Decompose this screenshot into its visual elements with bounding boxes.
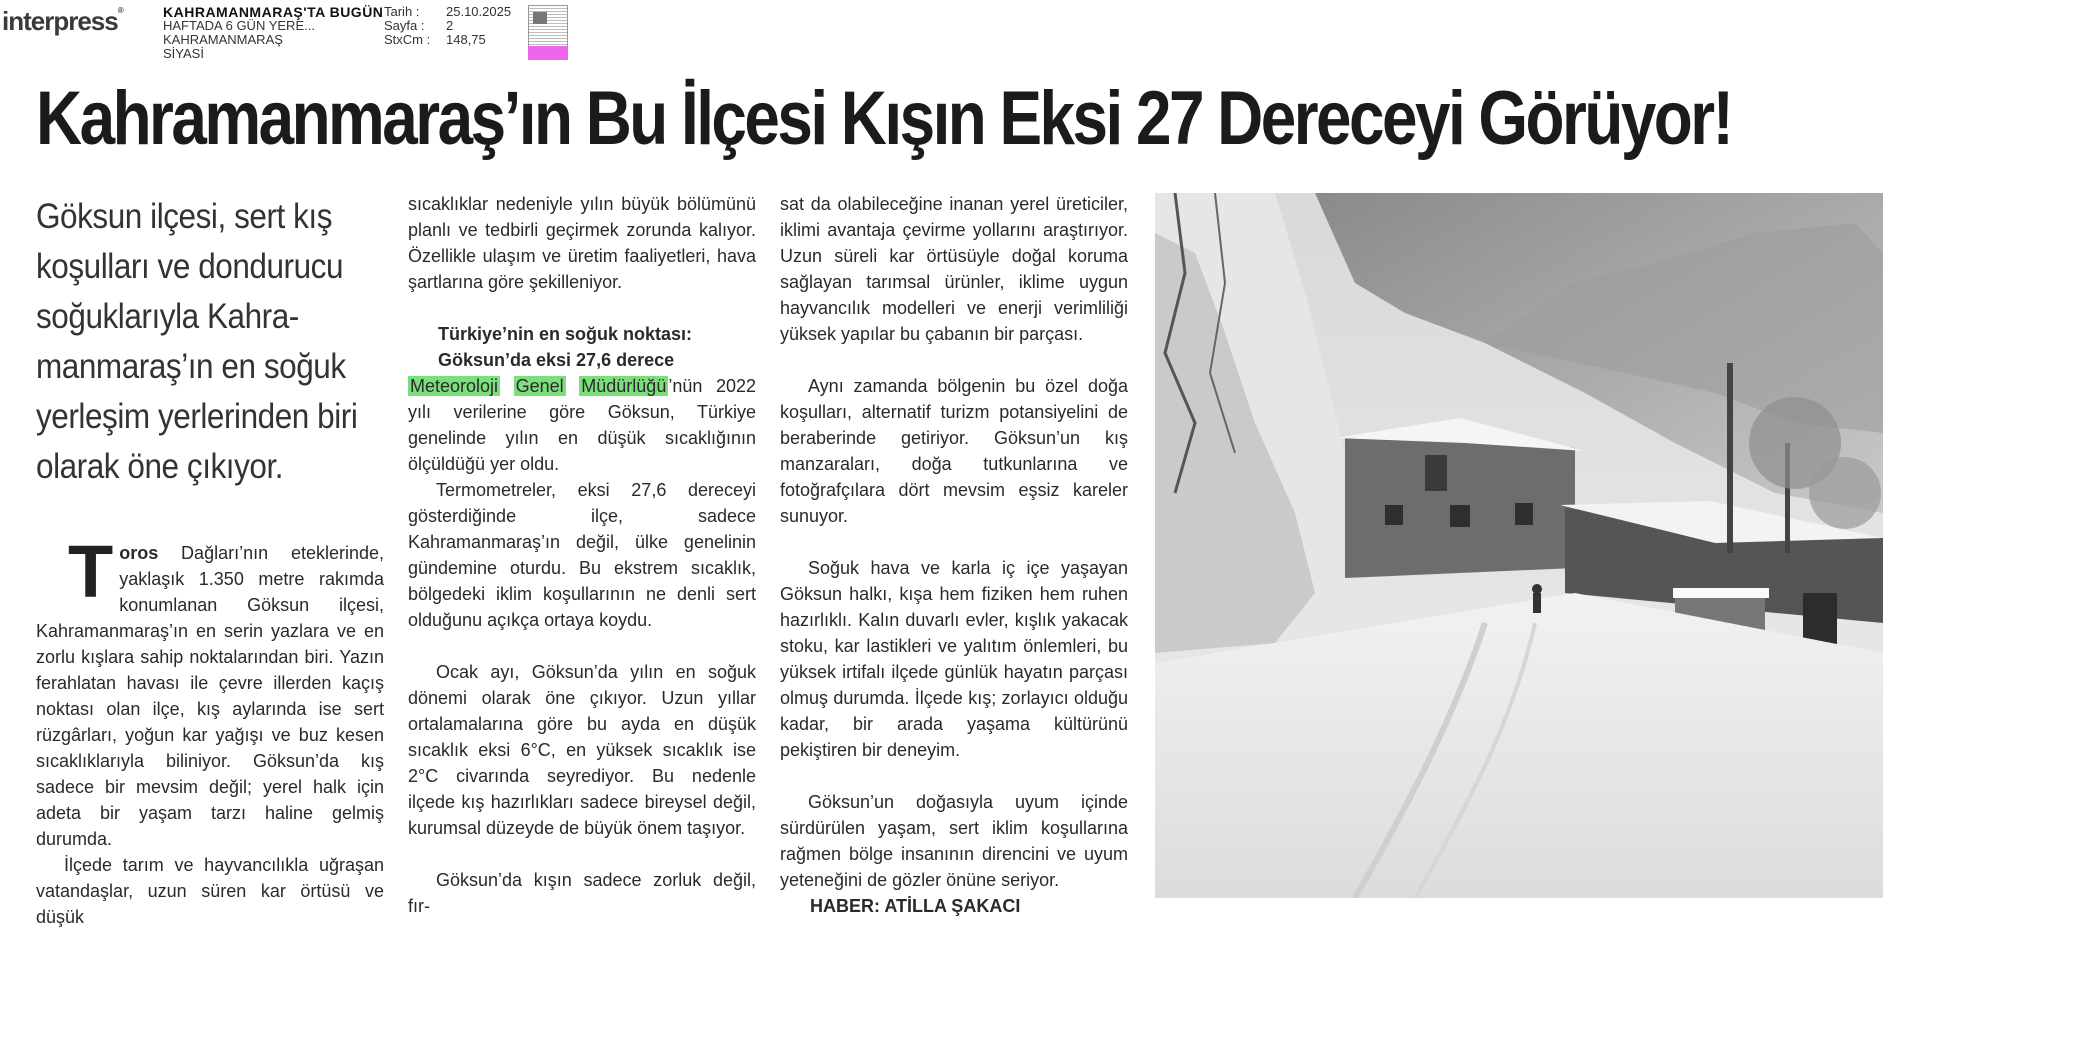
meta-value-page: 2 (446, 18, 454, 33)
col1-paragraph-2: İlçede tarım ve hayvancılıkla uğraşan vatandaşlar, uzun süren kar örtüsü ve düşük (36, 855, 384, 927)
article-headline: Kahramanmaraş’ın Bu İlçesi Kışın Eksi 27 Dereceyi Görüyor! (36, 76, 1732, 161)
col1-paragraph-1-text: Dağları’nın eteklerinde, yaklaşık 1.350 metre rakımda konumlanan Göksun ilçesi, Kahramanmaraş’ın en serin yazlara ve en zorlu kışlara sahip noktalarından biri. Yazın ferahlatan havası ile çevre illerden kaçış noktası olan ilçe, kış aylarında ise sert rüzgârları, yoğun kar yağışı ve buz kesen sıcaklıklarıyla biliniyor. Göksun’da kış sadece bir mevsim değil; yerel halk için adeta bir yaşam tarzı haline gelmiş durumda. (36, 543, 384, 849)
col2-paragraph-3: Termometreler, eksi 27,6 dereceyi gösterdiğinde ilçe, sadece Kahramanmaraş’ın değil, ülke genelinin gündemine oturdu. Bu ekstrem sıcaklık, bölgedeki iklim koşullarının ne denli sert olduğunu açıkça ortaya koydu. (408, 480, 756, 630)
meta-keys (384, 5, 430, 47)
publication-city: KAHRAMANMARAŞ (163, 32, 283, 47)
meta-value-stxcm: 148,75 (446, 32, 486, 47)
thumbnail-highlight-marker (528, 46, 568, 60)
publication-name: KAHRAMANMARAŞ'TA BUGÜN (163, 4, 384, 20)
subheading-line-1: Türkiye’nin en soğuk noktası: (438, 324, 693, 344)
col3-paragraph-2: Aynı zamanda bölgenin bu özel doğa koşulları, alternatif turizm potansiyelini de beraberinde getiriyor. Göksun’un kış manzaraları, doğa tutkunlarına ve fotoğrafçılara dört mevsim eşsiz kareler sunuyor. (780, 376, 1128, 526)
meta-key-page: Sayfa : (384, 18, 425, 33)
page-thumbnail[interactable] (528, 5, 568, 51)
article-column-2 (408, 191, 756, 919)
col2-paragraph-1: sıcaklıklar nedeniyle yılın büyük bölümünü planlı ve tedbirli geçirmek zorunda kalıyor. Özellikle ulaşım ve üretim faaliyetleri, hava şartlarına göre şekilleniyor. (408, 194, 756, 292)
article-column-1 (36, 530, 384, 930)
publication-section: SİYASİ (163, 46, 204, 61)
clipping-meta (163, 5, 383, 61)
col2-paragraph-4: Ocak ayı, Göksun’da yılın en soğuk dönemi olarak öne çıkıyor. Uzun yıllar ortalamalarına göre bu ayda en düşük sıcaklık eksi 6°C, en yüksek sıcaklık ise 2°C civarında seyrediyor. Bu nedenle ilçede kış hazırlıkları sadece bireysel değil, kurumsal düzeyde de büyük önem taşıyor. (408, 662, 756, 838)
interpress-logo: interpress® (2, 6, 123, 36)
publication-frequency: HAFTADA 6 GÜN YERE... (163, 18, 315, 33)
col2-paragraph-2 (408, 373, 756, 477)
highlight-mudurlugu: Müdürlüğü (581, 376, 667, 396)
article-byline: HABER: ATİLLA ŞAKACI (810, 896, 1021, 916)
meta-values (446, 5, 511, 47)
meta-key-date: Tarih : (384, 4, 420, 19)
first-word-rest: oros (119, 543, 159, 563)
meta-value-date: 25.10.2025 (446, 4, 512, 19)
col3-paragraph-4: Göksun’un doğasıyla uyum içinde sürdürülen yaşam, sert iklim koşullarına rağmen bölge insanının direncini ve uyum yeteneğini de gözler önüne seriyor. (780, 792, 1128, 890)
highlight-genel: Genel (515, 376, 564, 396)
article-photo-snowy-village (1155, 193, 1883, 898)
col3-paragraph-1: sat da olabileceğine inanan yerel üreticiler, iklimi avantaja çevirme yollarını araştırıyor. Uzun süreli kar örtüsüyle doğal koruma sağlayan tarımsal ürünler, iklime uygun hayvancılık modelleri ve enerji verimliliği yüksek yapılar bu çabanın bir parçası. (780, 194, 1128, 344)
col2-paragraph-2-text: ’nün 2022 yılı verilerine göre Göksun, Türkiye genelinde yılın en düşük sıcaklığının ölçüldüğü yer oldu. (408, 376, 756, 474)
col2-paragraph-5: Göksun’da kışın sadece zorluk değil, fır- (408, 870, 756, 916)
meta-key-stxcm: StxCm : (384, 32, 431, 47)
article-column-3 (780, 191, 1128, 919)
article-lead: Göksun ilçesi, sert kış koşulları ve dondurucu soğuklarıyla Kahra-manmaraş’ın en soğuk yerleşim yerlerinden biri olarak öne çıkıyor. (36, 197, 358, 486)
col3-paragraph-3: Soğuk hava ve karla iç içe yaşayan Göksun halkı, kışa hem fiziken hem ruhen hazırlıklı. Kalın duvarlı evler, kışlık yakacak stoku, kar lastikleri ve yalıtım önlemleri, bu yüksek irtifalı ilçede günlük hayatın parçası olmuş durumda. İlçede kış; zorlayıcı olduğu kadar, bir arada yaşama kültürünü pekiştiren bir deneyim. (780, 558, 1128, 760)
drop-cap: T (68, 530, 114, 613)
subheading-line-2: Göksun’da eksi 27,6 derece (438, 350, 675, 370)
highlight-meteoroloji: Meteoroloji (410, 376, 499, 396)
col1-paragraph-1 (36, 530, 384, 852)
